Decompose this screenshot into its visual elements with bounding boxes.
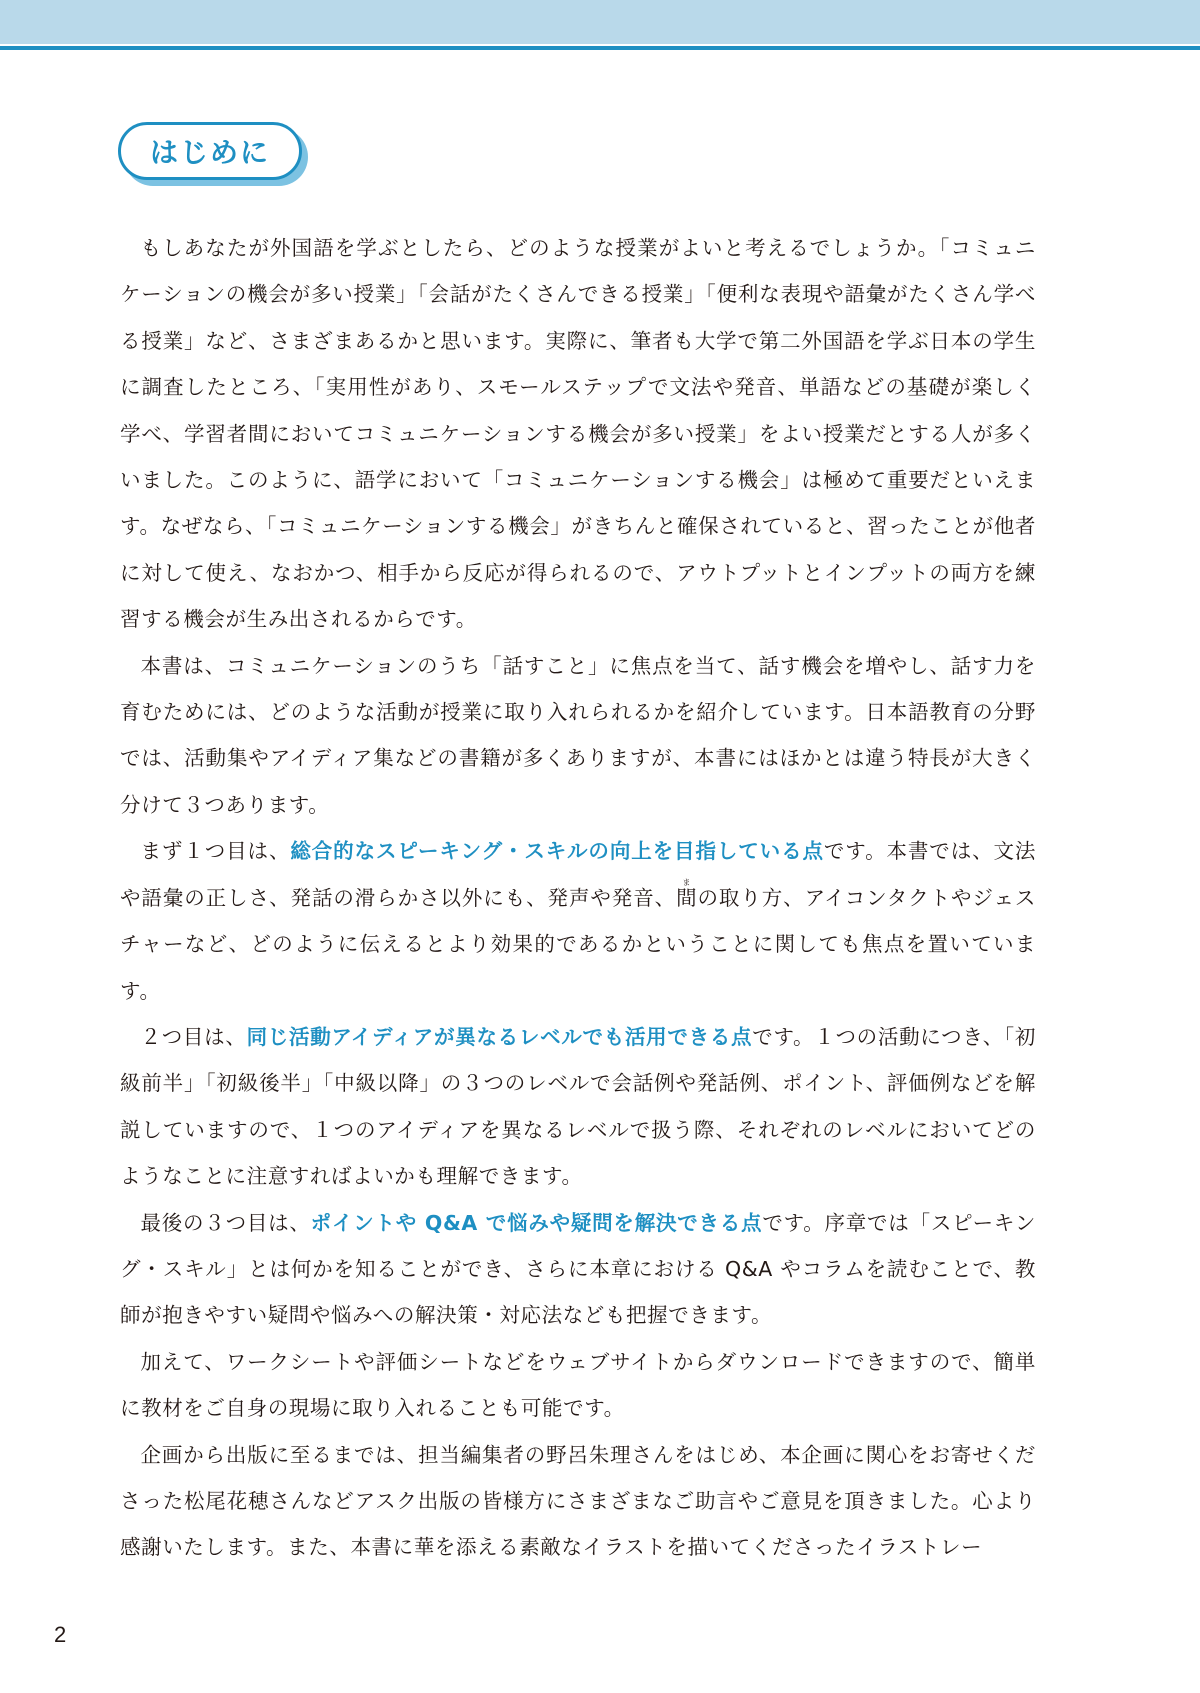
text-segment: ２つ目は、	[140, 1024, 247, 1049]
text-segment: 企画から出版に至るまでは、担当編集者の野呂朱理さんをはじめ、本企画に関心をお寄せくださった松尾花穂さんなどアスク出版の皆様方にさまざまなご助言やご意見を頂きました。心より感謝いたします。また、本書に華を添える素敵なイラストを描いてくださったイラストレー	[120, 1442, 1036, 1560]
paragraph	[120, 1339, 1036, 1432]
section-title-badge	[118, 122, 302, 180]
ruby-reading: ま	[676, 877, 698, 887]
ruby-base: 間	[676, 885, 698, 910]
text-segment: 本書は、コミュニケーションのうち「話すこと」に焦点を当て、話す機会を増やし、話す力を育むためには、どのような活動が授業に取り入れられるかを紹介しています。日本語教育の分野では、活動集やアイディア集などの書籍が多くありますが、本書にはほかとは違う特長が大きく分けて３つあります。	[120, 653, 1036, 817]
text-segment: まず１つ目は、	[140, 839, 291, 864]
paragraph	[120, 643, 1036, 829]
header-rule	[0, 46, 1200, 50]
paragraph	[120, 225, 1036, 643]
paragraph	[120, 828, 1036, 1014]
highlighted-phrase: ポイントや Q&A で悩みや疑問を解決できる点	[310, 1210, 763, 1235]
text-segment: の取り方、アイコンタクトやジェスチャーなど、どのように伝えるとより効果的であるかということに関しても焦点を置いています。	[120, 885, 1036, 1003]
text-segment: です。１つの活動につき、「初級前半」「初級後半」「中級以降」の３つのレベルで会話例や発話例、ポイント、評価例などを解説していますので、１つのアイディアを異なるレベルで扱う際、それぞれのレベルにおいてどのようなことに注意すればよいかも理解できます。	[120, 1024, 1036, 1189]
highlighted-phrase: 同じ活動アイディアが異なるレベルでも活用できる点	[246, 1024, 753, 1049]
section-title: はじめに	[149, 136, 270, 169]
page-number: 2	[54, 1622, 67, 1647]
text-segment: 加えて、ワークシートや評価シートなどをウェブサイトからダウンロードできますので、簡単に教材をご自身の現場に取り入れることも可能です。	[120, 1349, 1036, 1421]
text-segment: です。本書では、文法や語彙の正しさ、発話の滑らかさ以外にも、発声や発音、	[120, 839, 1037, 910]
highlighted-phrase: 総合的なスピーキング・スキルの向上を目指している点	[290, 839, 824, 864]
paragraph	[120, 1014, 1036, 1200]
body-text	[120, 225, 1036, 1571]
header-band	[0, 0, 1200, 44]
ruby-word	[676, 877, 698, 910]
paragraph	[120, 1432, 1036, 1571]
text-segment: 最後の３つ目は、	[140, 1210, 311, 1235]
text-segment: です。序章では「スピーキング・スキル」とは何かを知ることができ、さらに本章における Q&A やコラムを読むことで、教師が抱きやすい疑問や悩みへの解決策・対応法なども把握できます。	[120, 1210, 1037, 1328]
text-segment: もしあなたが外国語を学ぶとしたら、どのような授業がよいと考えるでしょうか。「コミュニケーションの機会が多い授業」「会話がたくさんできる授業」「便利な表現や語彙がたくさん学べる授業」など、さまざまあるかと思います。実際に、筆者も大学で第二外国語を学ぶ日本の学生に調査したところ、「実用性があり、スモールステップで文法や発音、単語などの基礎が楽しく学べ、学習者間においてコミュニケーションする機会が多い授業」をよい授業だとする人が多くいました。このように、語学において「コミュニケーションする機会」は極めて重要だといえます。なぜなら、「コミュニケーションする機会」がきちんと確保されていると、習ったことが他者に対して使え、なおかつ、相手から反応が得られるので、アウトプットとインプットの両方を練習する機会が生み出されるからです。	[120, 236, 1036, 632]
paragraph	[120, 1200, 1036, 1339]
